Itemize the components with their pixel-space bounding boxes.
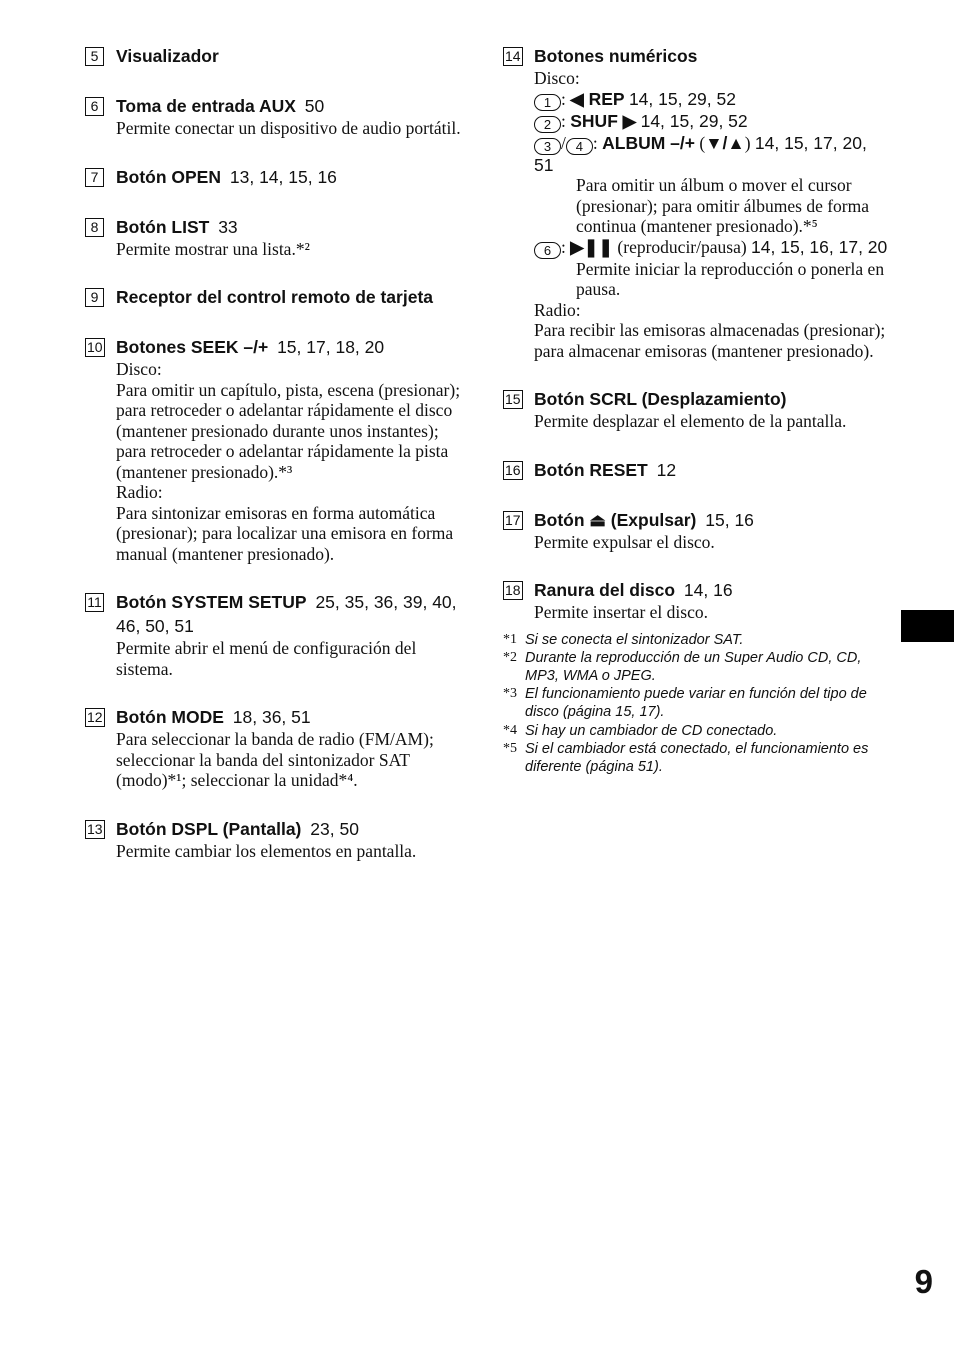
list-item bbox=[503, 44, 888, 361]
section-tab-marker bbox=[901, 610, 954, 642]
description-text: Permite cambiar los elementos en pantalla. bbox=[116, 840, 417, 861]
list-item bbox=[503, 387, 888, 432]
description-text: Permite abrir el menú de configuración del sistema. bbox=[116, 638, 417, 679]
footnote-mark: *3 bbox=[503, 686, 517, 702]
album-pages: 14, 15, 17, 20, 51 bbox=[534, 132, 867, 175]
footnote-text: Durante la reproducción de un Super Audio CD, CD, MP3, WMA o JPEG. bbox=[525, 649, 862, 684]
item-heading bbox=[85, 590, 470, 638]
item-heading bbox=[503, 578, 888, 602]
item-title: Botones numéricos bbox=[534, 46, 698, 66]
list-item bbox=[85, 817, 470, 862]
item-number: 14 bbox=[505, 48, 521, 64]
number-1-key-icon: 1 bbox=[534, 94, 561, 111]
item-number: 7 bbox=[85, 168, 104, 187]
item-pages: 18, 36, 51 bbox=[232, 707, 311, 727]
footnotes bbox=[503, 631, 888, 777]
item-pages: 13, 14, 15, 16 bbox=[229, 166, 337, 187]
description-text: Radio: bbox=[116, 482, 163, 502]
shuf-label: SHUF ▶ bbox=[570, 110, 637, 131]
item-heading bbox=[85, 285, 470, 309]
item-description bbox=[85, 359, 470, 564]
description-text: Permite insertar el disco. bbox=[534, 602, 708, 622]
item-title: Botón MODE bbox=[116, 707, 224, 727]
item-title: Ranura del disco bbox=[534, 580, 676, 600]
item-heading bbox=[85, 94, 470, 118]
item-pages: 33 bbox=[218, 216, 238, 237]
footnote bbox=[503, 722, 888, 740]
item-heading bbox=[503, 508, 888, 532]
play-pause-icon: ▶❚❚ bbox=[570, 236, 614, 257]
footnote-text: Si el cambiador está conectado, el funcionamiento es diferente (página 51). bbox=[525, 740, 869, 775]
footnote-mark: *5 bbox=[503, 740, 517, 756]
left-column bbox=[85, 44, 470, 861]
description-text: Permite conectar un dispositivo de audio portátil. bbox=[116, 118, 461, 138]
item-description bbox=[85, 729, 470, 791]
item-number: 11 bbox=[85, 593, 104, 612]
item-description bbox=[85, 118, 470, 139]
footnote-mark: *1 bbox=[503, 631, 517, 647]
item-number: 13 bbox=[87, 820, 103, 837]
number-2-key-icon: 2 bbox=[534, 116, 561, 133]
number-6-key-icon: 6 bbox=[534, 242, 561, 259]
item-description bbox=[85, 841, 470, 862]
item-heading bbox=[503, 387, 888, 411]
description-text: Para seleccionar la banda de radio (FM/AM); seleccionar la banda del sintonizador SAT (modo)*¹; seleccionar la unidad*⁴. bbox=[116, 729, 434, 790]
item-title: Botón DSPL (Pantalla) bbox=[116, 818, 302, 839]
button-1-line: 1 : ◀ REP 14, 15, 29, 52 bbox=[534, 89, 888, 111]
list-item bbox=[85, 44, 470, 68]
item-heading bbox=[85, 44, 470, 68]
item-title: Botón LIST bbox=[116, 216, 210, 237]
item-number: 12 bbox=[87, 709, 103, 725]
radio-label: Radio: bbox=[534, 299, 581, 320]
footnote-text: Si se conecta el sintonizador SAT. bbox=[525, 631, 744, 648]
shuf-pages: 14, 15, 29, 52 bbox=[640, 110, 748, 131]
item-description bbox=[503, 411, 888, 432]
item-description bbox=[503, 602, 888, 623]
item-number: 17 bbox=[505, 511, 521, 528]
play-pause-label: (reproducir/pausa) bbox=[617, 236, 747, 257]
footnote bbox=[503, 631, 888, 649]
item-description bbox=[503, 68, 888, 361]
footnote bbox=[503, 649, 888, 685]
list-item bbox=[503, 508, 888, 553]
item-pages: 25, 35, 36, 39, 40, 46, 50, 51 bbox=[116, 592, 457, 636]
item-number: 16 bbox=[505, 461, 521, 478]
item-number: 18 bbox=[505, 582, 521, 598]
item-title: Botón RESET bbox=[534, 459, 648, 480]
item-number: 5 bbox=[85, 47, 104, 66]
item-pages: 50 bbox=[304, 96, 325, 116]
item-number: 6 bbox=[85, 97, 104, 116]
item-heading bbox=[85, 705, 470, 729]
item-title: Botón SCRL (Desplazamiento) bbox=[534, 389, 787, 409]
page-number: 9 bbox=[914, 1263, 933, 1300]
item-heading bbox=[85, 165, 470, 189]
list-item bbox=[85, 94, 470, 139]
item-number: 8 bbox=[85, 218, 104, 237]
item-heading bbox=[85, 335, 470, 359]
item-title: Visualizador bbox=[116, 46, 219, 66]
list-item bbox=[503, 458, 888, 482]
list-item bbox=[85, 215, 470, 260]
footnote-text: El funcionamiento puede variar en función del tipo de disco (página 15, 17). bbox=[525, 686, 867, 721]
description-text: Disco: bbox=[116, 359, 162, 379]
description-text: Para sintonizar emisoras en forma automática (presionar); para localizar una emisora en forma manual (mantener presionado). bbox=[116, 502, 454, 564]
play-pause-pages: 14, 15, 16, 17, 20 bbox=[751, 236, 888, 257]
item-pages: 14, 16 bbox=[683, 580, 733, 600]
list-item bbox=[85, 705, 470, 791]
footnote-mark: *4 bbox=[503, 722, 517, 738]
play-pause-description: Permite iniciar la reproducción o ponerla en pausa. bbox=[576, 258, 885, 299]
item-pages: 23, 50 bbox=[310, 818, 359, 839]
item-title: Receptor del control remoto de tarjeta bbox=[116, 287, 434, 307]
item-pages: 12 bbox=[656, 459, 677, 480]
list-item bbox=[85, 335, 470, 564]
item-number: 15 bbox=[505, 391, 521, 407]
item-heading bbox=[85, 817, 470, 841]
description-text: Permite mostrar una lista.*² bbox=[116, 238, 310, 259]
item-description bbox=[85, 638, 470, 679]
item-title: Botones SEEK –/+ bbox=[116, 337, 269, 357]
radio-description: Para recibir las emisoras almacenadas (presionar); para almacenar emisoras (mantener presionado). bbox=[534, 320, 886, 361]
list-item bbox=[503, 578, 888, 623]
item-number: 9 bbox=[85, 288, 104, 307]
item-title: Botón SYSTEM SETUP bbox=[116, 592, 307, 612]
description-text: Permite desplazar el elemento de la pantalla. bbox=[534, 411, 847, 431]
item-number: 10 bbox=[87, 339, 103, 355]
list-item bbox=[85, 590, 470, 679]
album-description: Para omitir un álbum o mover el cursor (presionar); para omitir álbumes de forma continua (mantener presionado).*⁵ bbox=[576, 175, 870, 236]
description-text: Para omitir un capítulo, pista, escena (presionar); para retroceder o adelantar rápidamente el disco (mantener presionado durante unos instantes); para retroceder o adelantar rápidamente la pista (mantener presionado).*³ bbox=[116, 379, 461, 482]
item-title: Botón ⏏ (Expulsar) bbox=[534, 509, 697, 530]
item-title: Toma de entrada AUX bbox=[116, 96, 296, 116]
item-heading bbox=[503, 458, 888, 482]
number-3-key-icon: 3 bbox=[534, 138, 561, 155]
button-6-line: 6 : ▶❚❚ (reproducir/pausa) 14, 15, 16, 17, 20 bbox=[534, 237, 888, 259]
rep-label: ◀ REP bbox=[570, 88, 625, 109]
item-heading bbox=[85, 215, 470, 239]
button-3-4-line: 3 / 4 : ALBUM –/+ (▼/▲) 14, 15, 17, 20, 51 bbox=[534, 132, 867, 175]
list-item bbox=[85, 165, 470, 189]
button-2-line: 2 : SHUF ▶ 14, 15, 29, 52 bbox=[534, 111, 888, 133]
item-heading bbox=[503, 44, 888, 68]
album-arrows: ▼/▲ bbox=[705, 132, 745, 153]
footnote-mark: *2 bbox=[503, 649, 517, 665]
disco-label: Disco: bbox=[534, 68, 580, 88]
footnote bbox=[503, 740, 888, 776]
rep-pages: 14, 15, 29, 52 bbox=[628, 88, 736, 109]
album-label: ALBUM –/+ bbox=[602, 132, 695, 153]
number-4-key-icon: 4 bbox=[566, 138, 593, 155]
footnote-text: Si hay un cambiador de CD conectado. bbox=[525, 722, 778, 739]
right-column bbox=[503, 44, 888, 776]
footnote bbox=[503, 685, 888, 721]
list-item bbox=[85, 285, 470, 309]
item-pages: 15, 16 bbox=[705, 509, 754, 530]
description-text: Permite expulsar el disco. bbox=[534, 531, 715, 552]
item-description bbox=[503, 532, 888, 553]
item-title: Botón OPEN bbox=[116, 166, 221, 187]
item-description bbox=[85, 239, 470, 260]
item-pages: 15, 17, 18, 20 bbox=[277, 337, 385, 357]
